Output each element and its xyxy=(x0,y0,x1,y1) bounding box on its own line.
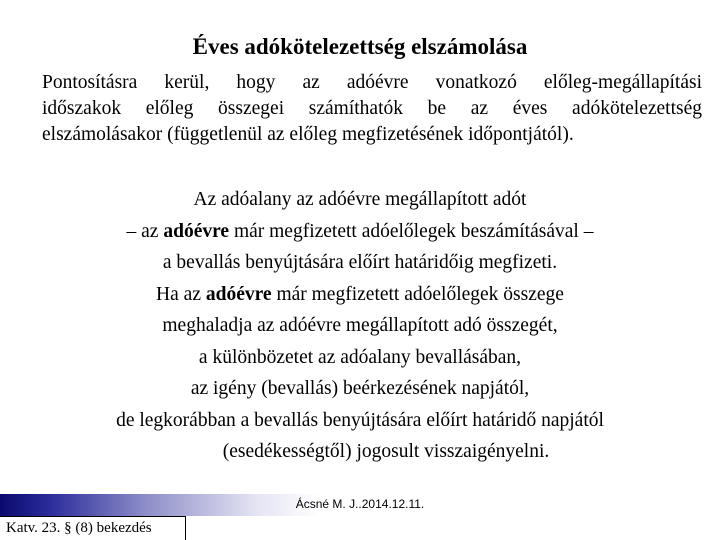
intro-line: időszakok előleg összegei számíthatók be az éves adókötelezettség xyxy=(42,98,702,119)
statement-line: Az adóalany az adóévre megállapított adót xyxy=(193,189,527,210)
statement-line: az igény (bevallás) beérkezésének napjától, xyxy=(190,378,530,399)
emphasis-adoevre: adóévre xyxy=(205,283,272,305)
intro-paragraph xyxy=(42,70,702,148)
statement-line: meghaladja az adóévre megállapított adó összegét, xyxy=(162,315,558,336)
statement-line xyxy=(0,279,720,311)
author-date-note xyxy=(0,497,720,511)
statement-line: a bevallás benyújtására előírt határidőig megfizeti. xyxy=(162,252,558,273)
main-statement xyxy=(0,184,720,468)
statement-line: (esedékességtől) jogosult visszaigényelni. xyxy=(222,441,550,462)
slide-title: Éves adókötelezettség elszámolása xyxy=(192,34,528,59)
emphasis-adoevre: adóévre xyxy=(163,220,230,242)
statement-line xyxy=(0,216,720,248)
statement-line: a különbözetet az adóalany bevallásában, xyxy=(198,346,522,368)
statement-text: már megfizetett adóelőlegek beszámításával – xyxy=(229,220,594,242)
legal-reference-box: Katv. 23. § (8) bekezdés xyxy=(0,516,186,540)
intro-line: Pontosításra kerül, hogy az adóévre vonatkozó előleg-megállapítási xyxy=(42,72,702,93)
author-date-text: Ácsné M. J..2014.12.11. xyxy=(295,497,425,511)
statement-text: már megfizetett adóelőlegek összege xyxy=(271,283,564,305)
statement-line: de legkorábban a bevallás benyújtására előírt határidő napjától xyxy=(116,409,604,431)
intro-line: elszámolásakor (függetlenül az előleg megfizetésének időpontjától). xyxy=(42,124,574,145)
statement-text: – az xyxy=(126,220,164,242)
statement-text: Ha az xyxy=(156,283,206,305)
